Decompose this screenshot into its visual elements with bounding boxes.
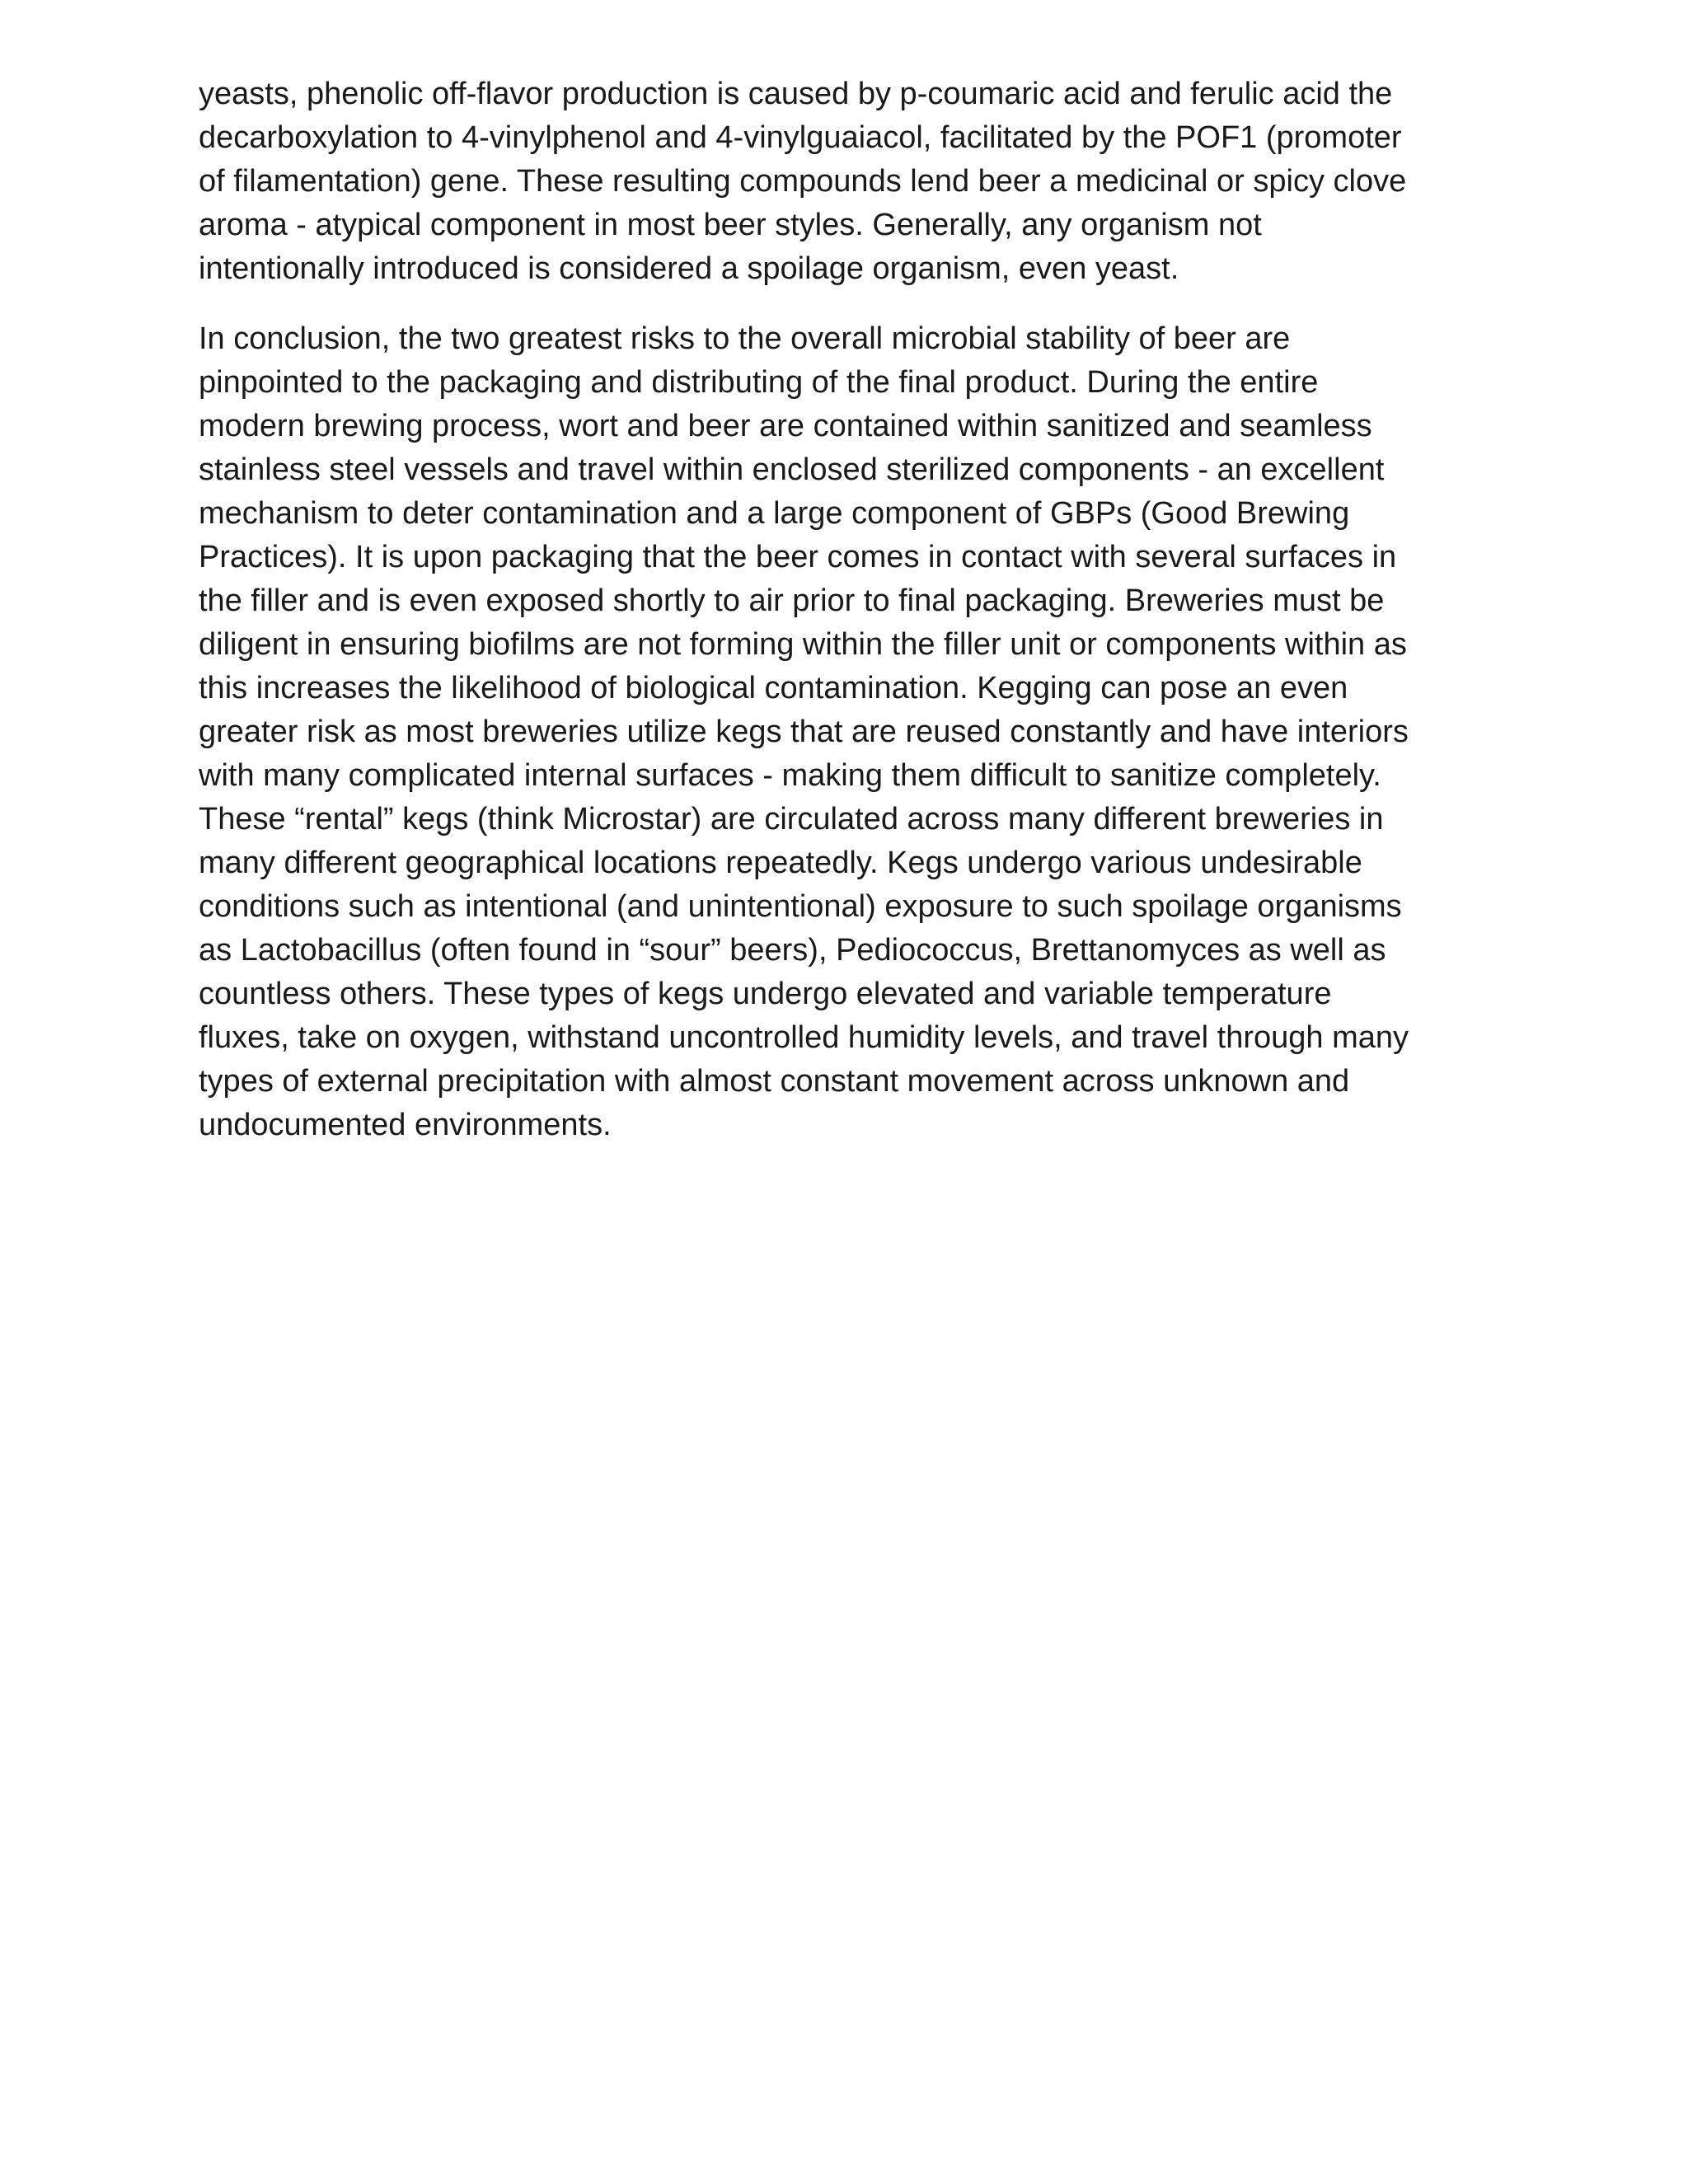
text-line: this increases the likelihood of biological contamination. Kegging can pose an even xyxy=(199,671,1348,705)
text-line: countless others. These types of kegs undergo elevated and variable temperature xyxy=(199,977,1332,1011)
text-line: mechanism to deter contamination and a large component of GBPs (Good Brewing xyxy=(199,496,1350,531)
text-line: modern brewing process, wort and beer are contained within sanitized and seamless xyxy=(199,409,1372,443)
text-line: aroma - atypical component in most beer styles. Generally, any organism not xyxy=(199,208,1262,242)
text-line: greater risk as most breweries utilize kegs that are reused constantly and have interiors xyxy=(199,715,1409,749)
text-line: of filamentation) gene. These resulting compounds lend beer a medicinal or spicy clove xyxy=(199,164,1407,199)
text-line: yeasts, phenolic off-flavor production is caused by p-coumaric acid and ferulic acid the xyxy=(199,77,1393,111)
text-line: In conclusion, the two greatest risks to the overall microbial stability of beer are xyxy=(199,321,1291,356)
text-line: conditions such as intentional (and unintentional) exposure to such spoilage organisms xyxy=(199,889,1402,924)
text-line: stainless steel vessels and travel within enclosed sterilized components - an excellent xyxy=(199,452,1385,487)
text-line: Practices). It is upon packaging that the beer comes in contact with several surfaces in xyxy=(199,540,1397,574)
text-line: pinpointed to the packaging and distributing of the final product. During the entire xyxy=(199,365,1319,400)
text-line: undocumented environments. xyxy=(199,1108,612,1142)
text-line: intentionally introduced is considered a spoilage organism, even yeast. xyxy=(199,251,1179,286)
paragraph-conclusion xyxy=(199,317,1501,1147)
text-line: decarboxylation to 4-vinylphenol and 4-vinylguaiacol, facilitated by the POF1 (promoter xyxy=(199,120,1402,155)
text-line: as Lactobacillus (often found in “sour” beers), Pediococcus, Brettanomyces as well as xyxy=(199,933,1386,968)
text-line: types of external precipitation with almost constant movement across unknown and xyxy=(199,1064,1350,1099)
text-line: with many complicated internal surfaces - making them difficult to sanitize completely. xyxy=(199,758,1381,793)
paragraph-yeast-phenolic xyxy=(199,73,1501,291)
text-line: These “rental” kegs (think Microstar) are circulated across many different breweries in xyxy=(199,802,1384,837)
text-line: fluxes, take on oxygen, withstand uncontrolled humidity levels, and travel through many xyxy=(199,1020,1409,1055)
text-line: diligent in ensuring biofilms are not forming within the filler unit or components within as xyxy=(199,627,1407,662)
text-line: many different geographical locations repeatedly. Kegs undergo various undesirable xyxy=(199,846,1362,880)
text-line: the filler and is even exposed shortly to air prior to final packaging. Breweries must be xyxy=(199,583,1385,618)
